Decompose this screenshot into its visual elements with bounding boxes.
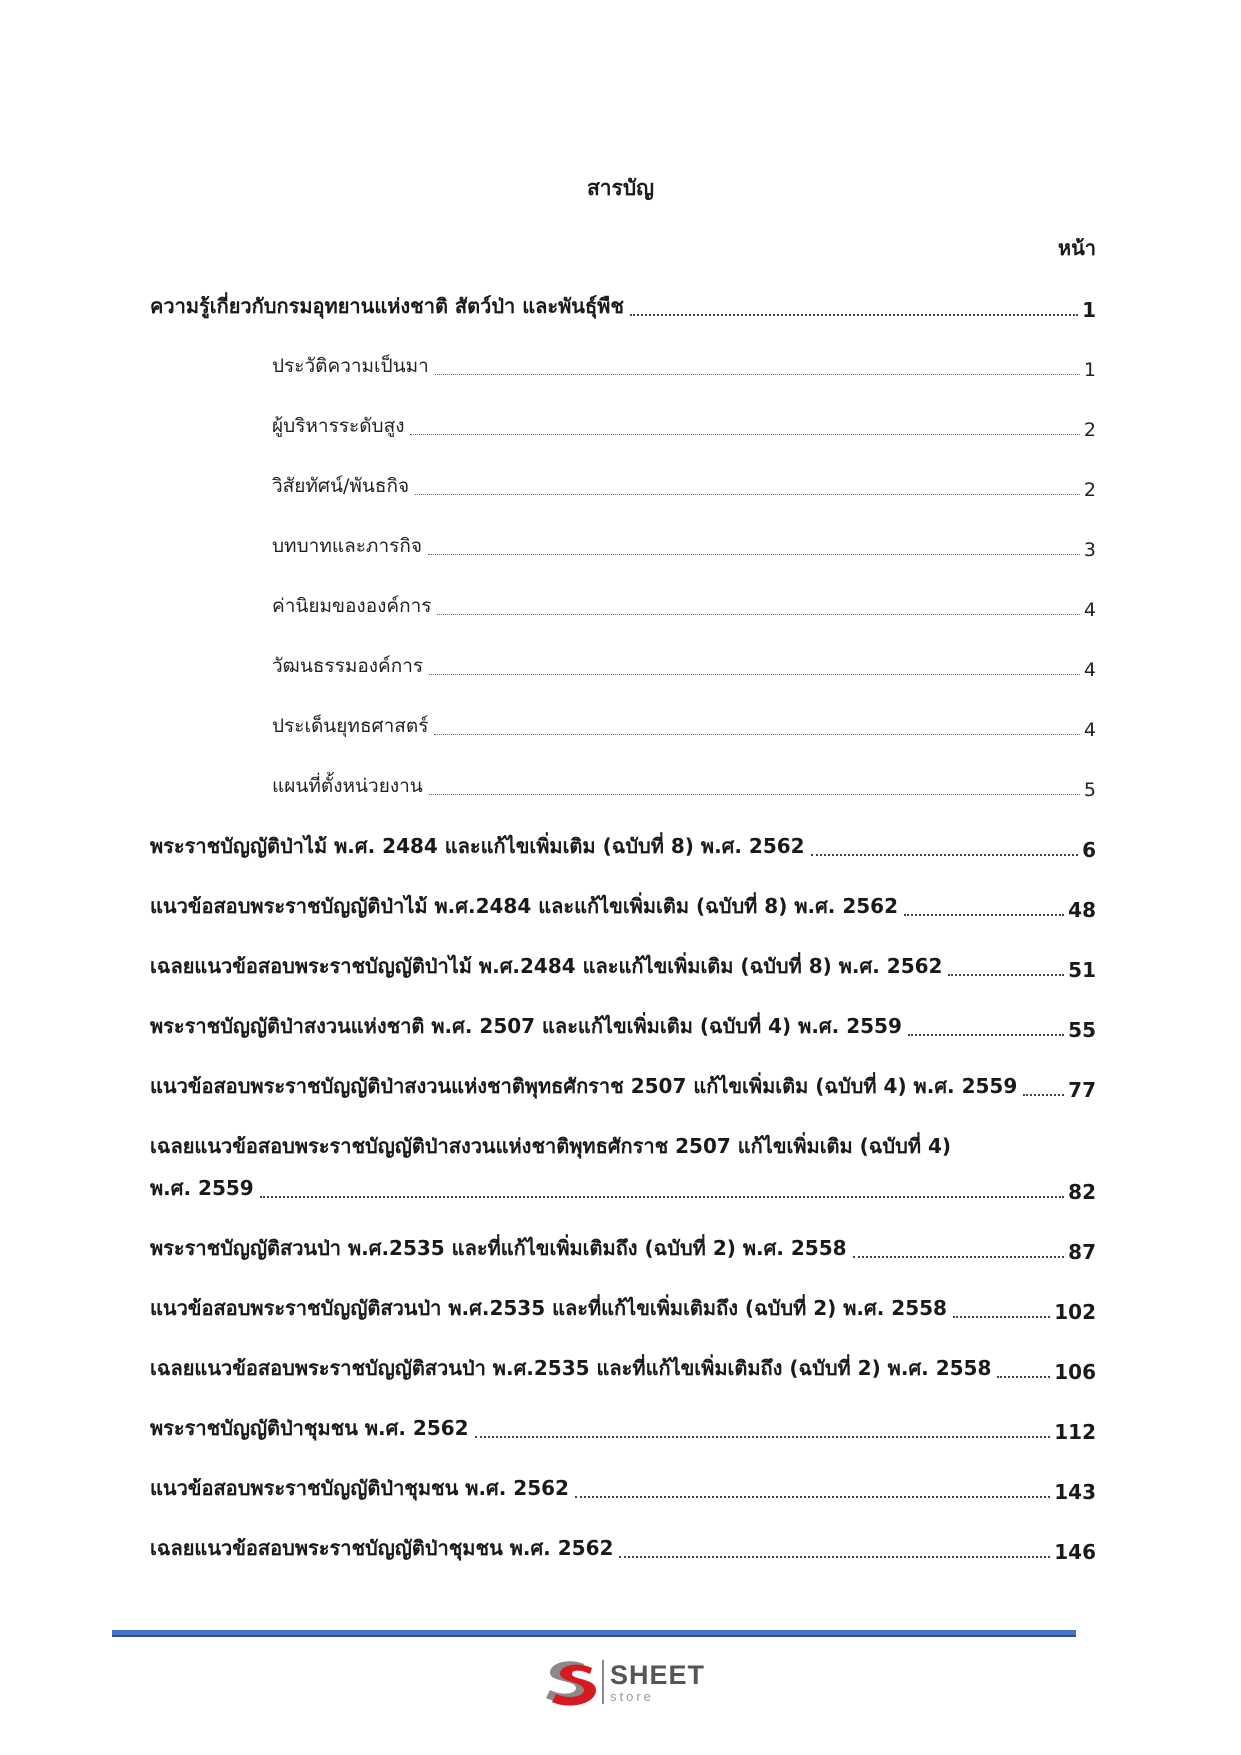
toc-entry-label: ค่านิยมขององค์การ: [272, 595, 432, 617]
toc-subentry[interactable]: [272, 469, 1096, 501]
toc-entry-label: พระราชบัญญัติป่าชุมชน พ.ศ. 2562: [150, 1416, 469, 1440]
toc-leader-dots: [475, 1435, 1051, 1438]
logo-wordmark: [610, 1659, 706, 1704]
toc-leader-dots: [435, 373, 1080, 375]
toc-entry-page: 1: [1083, 359, 1096, 381]
toc-leader-dots: [953, 1315, 1050, 1318]
toc-leader-dots: [811, 853, 1078, 856]
toc-entry-label: ความรู้เกี่ยวกับกรมอุทยานแห่งชาติ สัตว์ป่า และพันธุ์พืช: [150, 294, 624, 318]
toc-entry-page: 6: [1082, 838, 1096, 862]
toc-leader-dots: [997, 1375, 1050, 1378]
toc-entry[interactable]: [150, 290, 1096, 322]
toc-entry-page: 102: [1054, 1300, 1096, 1324]
toc-entry-label: วัฒนธรรมองค์การ: [272, 655, 424, 677]
toc-entry-page: 146: [1054, 1540, 1096, 1564]
toc-entry-label: แนวข้อสอบพระราชบัญญัติป่าไม้ พ.ศ.2484 และแก้ไขเพิ่มเติม (ฉบับที่ 8) พ.ศ. 2562: [150, 894, 899, 918]
toc-leader-dots: [908, 1033, 1064, 1036]
toc-entry[interactable]: [150, 890, 1096, 922]
toc-leader-dots: [434, 733, 1079, 735]
toc-entry-label: ประวัติความเป็นมา: [272, 355, 429, 377]
toc-subentry[interactable]: [272, 529, 1096, 561]
toc-entry-label: เฉลยแนวข้อสอบพระราชบัญญัติป่าชุมชน พ.ศ. 2562: [150, 1536, 614, 1560]
toc-entry-page: 4: [1083, 659, 1096, 681]
toc-entry-page: 1: [1082, 298, 1096, 322]
toc-leader-dots: [429, 793, 1080, 795]
toc-entry-page: 55: [1068, 1018, 1096, 1042]
footer-divider-bar: [112, 1630, 1076, 1637]
toc-leader-dots: [853, 1255, 1065, 1258]
toc-leader-dots: [415, 493, 1080, 495]
toc-entry-page: 48: [1068, 898, 1096, 922]
page-title: สารบัญ: [586, 176, 655, 200]
toc-entry-label: แนวข้อสอบพระราชบัญญัติสวนป่า พ.ศ.2535 และที่แก้ไขเพิ่มเติมถึง (ฉบับที่ 2) พ.ศ. 2558: [150, 1296, 947, 1320]
logo-sub-text: store: [610, 1688, 654, 1704]
toc-leader-dots: [410, 433, 1079, 435]
toc-leader-dots: [948, 973, 1064, 976]
toc-entry-label: เฉลยแนวข้อสอบพระราชบัญญัติป่าไม้ พ.ศ.2484 และแก้ไขเพิ่มเติม (ฉบับที่ 8) พ.ศ. 2562: [150, 954, 943, 978]
toc-entry-label-continued: พ.ศ. 2559: [150, 1176, 254, 1200]
toc-leader-dots: [575, 1495, 1050, 1498]
toc-entry-label: พระราชบัญญัติป่าสงวนแห่งชาติ พ.ศ. 2507 และแก้ไขเพิ่มเติม (ฉบับที่ 4) พ.ศ. 2559: [150, 1014, 902, 1038]
toc-entry-page: 82: [1068, 1180, 1096, 1204]
toc-entry-label: พระราชบัญญัติป่าไม้ พ.ศ. 2484 และแก้ไขเพิ่มเติม (ฉบับที่ 8) พ.ศ. 2562: [150, 834, 805, 858]
toc-leader-dots: [437, 613, 1079, 615]
toc-entry-label: ประเด็นยุทธศาสตร์: [272, 715, 429, 737]
toc-entry-page: 87: [1068, 1240, 1096, 1264]
toc-entry-label: ผู้บริหารระดับสูง: [272, 415, 405, 437]
toc-leader-dots: [428, 553, 1080, 555]
toc-subentry[interactable]: [272, 709, 1096, 741]
toc-leader-dots: [619, 1555, 1050, 1558]
toc-entry-page: 51: [1068, 958, 1096, 982]
toc-entry-label: แนวข้อสอบพระราชบัญญัติป่าสงวนแห่งชาติพุทธศักราช 2507 แก้ไขเพิ่มเติม (ฉบับที่ 4) พ.ศ. 2559: [150, 1074, 1018, 1098]
sheet-store-logo: [540, 1656, 705, 1708]
toc-entry-label: เฉลยแนวข้อสอบพระราชบัญญัติป่าสงวนแห่งชาติพุทธศักราช 2507 แก้ไขเพิ่มเติม (ฉบับที่ 4): [150, 1134, 952, 1158]
toc-entry-label: แนวข้อสอบพระราชบัญญัติป่าชุมชน พ.ศ. 2562: [150, 1476, 569, 1500]
toc-leader-dots: [904, 913, 1064, 916]
sheet-store-s-logo-icon: [540, 1656, 598, 1708]
toc-subentry[interactable]: [272, 649, 1096, 681]
toc-entry[interactable]: [150, 1232, 1096, 1264]
toc-entry[interactable]: [150, 950, 1096, 982]
toc-subentry[interactable]: [272, 769, 1096, 801]
toc-entry-page: 106: [1054, 1360, 1096, 1384]
toc-entry-page: 4: [1083, 599, 1096, 621]
toc-subentry[interactable]: [272, 409, 1096, 441]
toc-entry-page: 3: [1083, 539, 1096, 561]
toc-entry-page: 2: [1083, 479, 1096, 501]
toc-entry-label: แผนที่ตั้งหน่วยงาน: [272, 775, 423, 797]
toc-entry[interactable]: [150, 1412, 1096, 1444]
toc-entry-label: เฉลยแนวข้อสอบพระราชบัญญัติสวนป่า พ.ศ.2535 และที่แก้ไขเพิ่มเติมถึง (ฉบับที่ 2) พ.ศ. 2558: [150, 1356, 992, 1380]
logo-main-text: SHEET: [610, 1659, 706, 1690]
toc-entry[interactable]: [150, 1352, 1096, 1384]
toc-entry-page: 112: [1054, 1420, 1096, 1444]
toc-leader-dots: [630, 313, 1078, 316]
toc-leader-dots: [429, 673, 1080, 675]
logo-separator: [602, 1660, 604, 1704]
toc-entry-label: วิสัยทัศน์/พันธกิจ: [272, 475, 410, 497]
toc-entry[interactable]: [150, 830, 1096, 862]
toc-subentry[interactable]: [272, 589, 1096, 621]
page-column-header: หน้า: [1057, 236, 1096, 260]
toc-entry-page: 77: [1068, 1078, 1096, 1102]
toc-leader-dots: [1023, 1093, 1064, 1096]
toc-leader-dots: [260, 1195, 1064, 1198]
toc-subentry[interactable]: [272, 349, 1096, 381]
toc-entry-label: บทบาทและภารกิจ: [272, 535, 422, 557]
toc-entry[interactable]: [150, 1292, 1096, 1324]
toc-entry-page: 4: [1083, 719, 1096, 741]
toc-entry[interactable]: [150, 1070, 1096, 1102]
toc-entry[interactable]: [150, 1532, 1096, 1564]
toc-entry-page: 5: [1083, 779, 1096, 801]
toc-entry[interactable]: [150, 1010, 1096, 1042]
toc-entry[interactable]: [150, 1472, 1096, 1504]
toc-entry-page: 2: [1083, 419, 1096, 441]
toc-entry[interactable]: [150, 1124, 1096, 1204]
toc-entry-page: 143: [1054, 1480, 1096, 1504]
toc-entry-label: พระราชบัญญัติสวนป่า พ.ศ.2535 และที่แก้ไขเพิ่มเติมถึง (ฉบับที่ 2) พ.ศ. 2558: [150, 1236, 847, 1260]
